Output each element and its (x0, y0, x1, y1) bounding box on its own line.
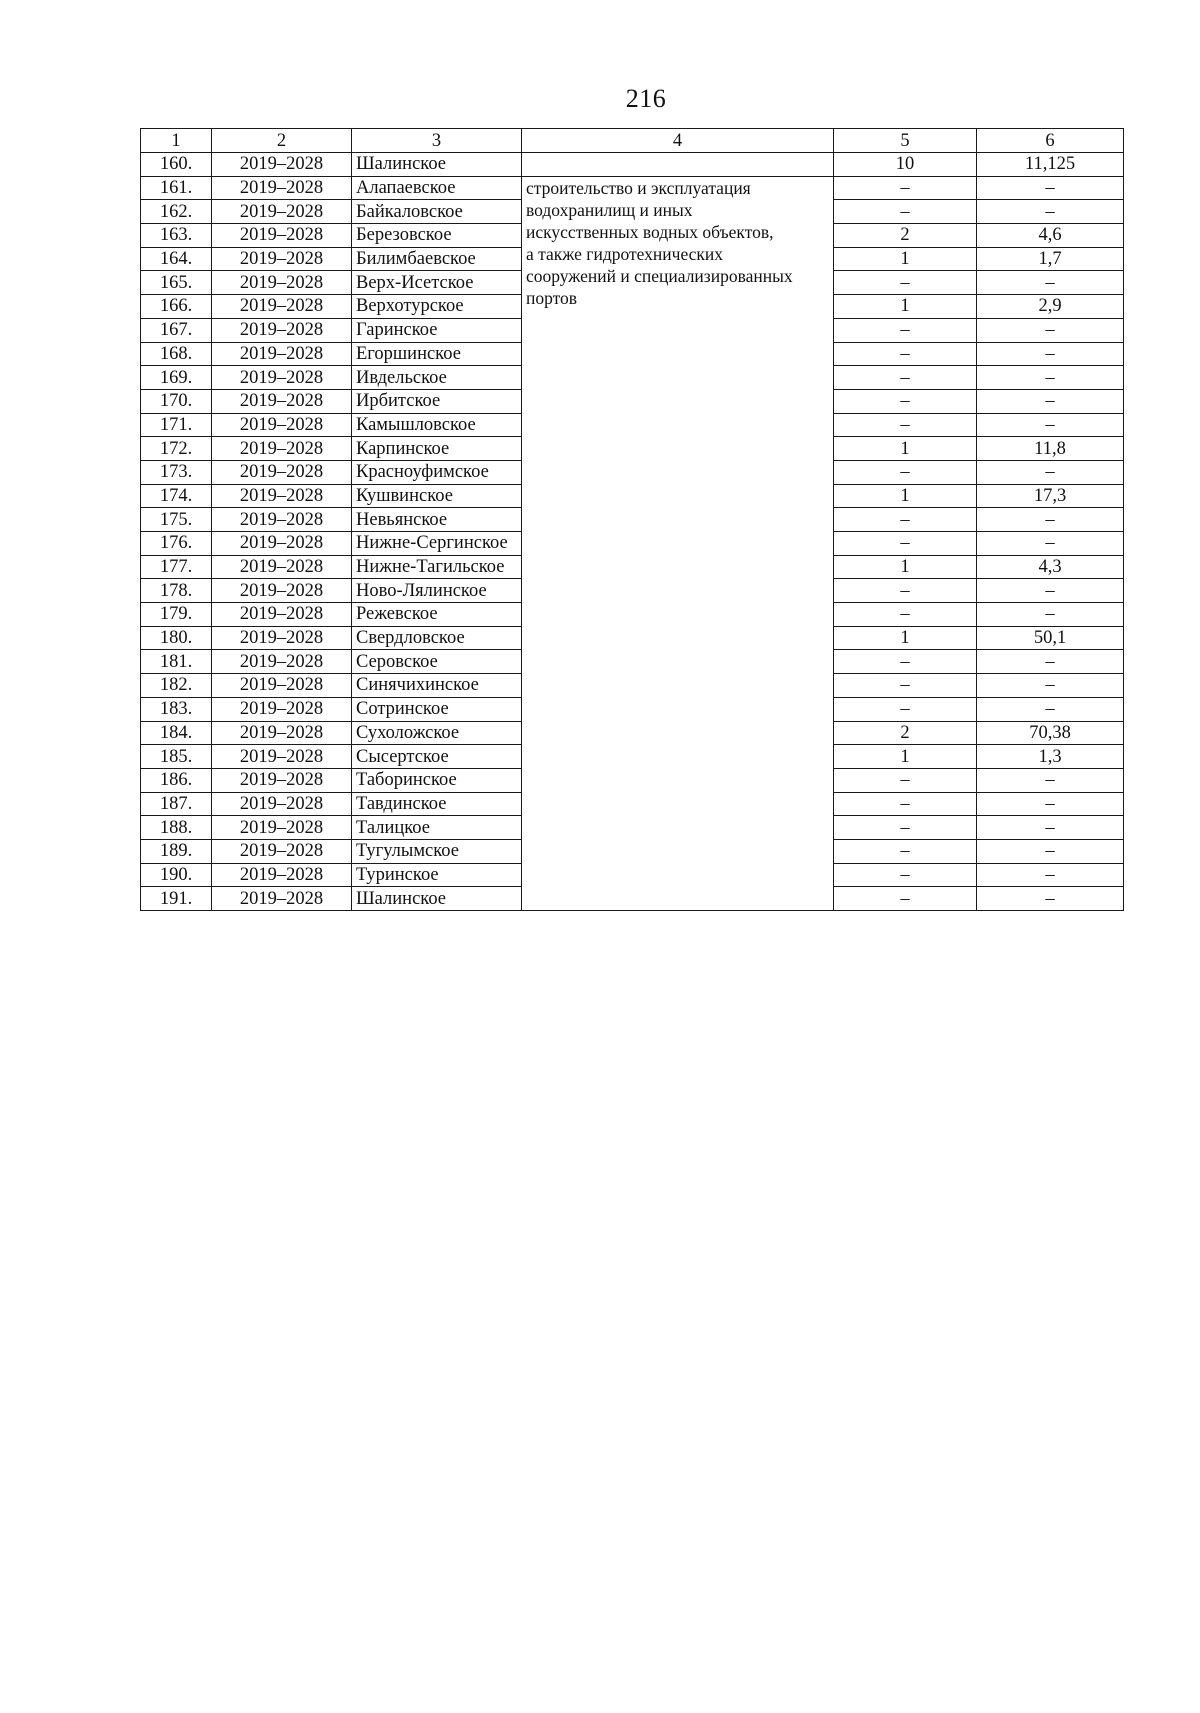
row-period: 2019–2028 (212, 792, 352, 816)
row-value: – (977, 271, 1124, 295)
row-count: 1 (834, 247, 977, 271)
row-period: 2019–2028 (212, 318, 352, 342)
row-region: Сухоложское (352, 721, 522, 745)
row-value: 2,9 (977, 295, 1124, 319)
row-period: 2019–2028 (212, 460, 352, 484)
row-period: 2019–2028 (212, 484, 352, 508)
row-region: Тугулымское (352, 839, 522, 863)
row-region: Серовское (352, 650, 522, 674)
row-count: – (834, 413, 977, 437)
row-region: Алапаевское (352, 176, 522, 200)
row-number: 170. (141, 389, 212, 413)
row-value: – (977, 318, 1124, 342)
row-count: – (834, 176, 977, 200)
row-number: 175. (141, 508, 212, 532)
row-period: 2019–2028 (212, 271, 352, 295)
row-region: Режевское (352, 603, 522, 627)
row-number: 171. (141, 413, 212, 437)
row-period: 2019–2028 (212, 247, 352, 271)
row-region: Камышловское (352, 413, 522, 437)
row-value: – (977, 532, 1124, 556)
row-number: 164. (141, 247, 212, 271)
row-region: Верхотурское (352, 295, 522, 319)
row-value: – (977, 366, 1124, 390)
row-purpose (522, 153, 834, 177)
row-period: 2019–2028 (212, 650, 352, 674)
row-value: 1,7 (977, 247, 1124, 271)
purpose-line: искусственных водных объектов, (526, 221, 774, 242)
row-value: – (977, 389, 1124, 413)
row-value: 11,125 (977, 153, 1124, 177)
row-number: 162. (141, 200, 212, 224)
row-count: – (834, 863, 977, 887)
row-value: 17,3 (977, 484, 1124, 508)
row-value: – (977, 650, 1124, 674)
row-count: 1 (834, 437, 977, 461)
row-value: – (977, 697, 1124, 721)
row-count: – (834, 389, 977, 413)
row-count: – (834, 816, 977, 840)
row-region: Гаринское (352, 318, 522, 342)
row-number: 160. (141, 153, 212, 177)
row-period: 2019–2028 (212, 887, 352, 911)
row-region: Шалинское (352, 887, 522, 911)
row-value: – (977, 200, 1124, 224)
row-count: 1 (834, 745, 977, 769)
row-count: 1 (834, 484, 977, 508)
row-period: 2019–2028 (212, 768, 352, 792)
row-number: 183. (141, 697, 212, 721)
row-region: Талицкое (352, 816, 522, 840)
row-count: 1 (834, 295, 977, 319)
row-period: 2019–2028 (212, 413, 352, 437)
row-value: – (977, 508, 1124, 532)
row-value: – (977, 792, 1124, 816)
row-value: 11,8 (977, 437, 1124, 461)
row-number: 186. (141, 768, 212, 792)
row-count: – (834, 603, 977, 627)
row-number: 166. (141, 295, 212, 319)
row-period: 2019–2028 (212, 555, 352, 579)
row-period: 2019–2028 (212, 342, 352, 366)
row-count: – (834, 200, 977, 224)
row-count: – (834, 650, 977, 674)
row-period: 2019–2028 (212, 437, 352, 461)
row-number: 191. (141, 887, 212, 911)
row-region: Таборинское (352, 768, 522, 792)
row-number: 167. (141, 318, 212, 342)
column-header: 2 (212, 129, 352, 153)
row-region: Шалинское (352, 153, 522, 177)
row-period: 2019–2028 (212, 200, 352, 224)
table-body (141, 153, 1124, 911)
row-region: Туринское (352, 863, 522, 887)
row-region: Егоршинское (352, 342, 522, 366)
row-period: 2019–2028 (212, 721, 352, 745)
row-region: Карпинское (352, 437, 522, 461)
row-region: Свердловское (352, 626, 522, 650)
row-period: 2019–2028 (212, 863, 352, 887)
row-value: 4,3 (977, 555, 1124, 579)
row-number: 188. (141, 816, 212, 840)
row-value: – (977, 816, 1124, 840)
row-region: Березовское (352, 224, 522, 248)
row-number: 181. (141, 650, 212, 674)
column-header: 3 (352, 129, 522, 153)
row-region: Сотринское (352, 697, 522, 721)
row-period: 2019–2028 (212, 697, 352, 721)
row-region: Нижне-Сергинское (352, 532, 522, 556)
row-number: 172. (141, 437, 212, 461)
row-period: 2019–2028 (212, 626, 352, 650)
row-value: – (977, 176, 1124, 200)
row-number: 163. (141, 224, 212, 248)
row-value: – (977, 342, 1124, 366)
row-count: – (834, 366, 977, 390)
row-number: 165. (141, 271, 212, 295)
row-value: – (977, 460, 1124, 484)
row-period: 2019–2028 (212, 674, 352, 698)
row-value: – (977, 768, 1124, 792)
row-count: – (834, 887, 977, 911)
column-header: 1 (141, 129, 212, 153)
row-value: 1,3 (977, 745, 1124, 769)
row-count: 2 (834, 224, 977, 248)
row-count: – (834, 697, 977, 721)
row-number: 182. (141, 674, 212, 698)
row-region: Кушвинское (352, 484, 522, 508)
page-number: 216 (625, 84, 667, 113)
row-count: – (834, 460, 977, 484)
row-period: 2019–2028 (212, 816, 352, 840)
purpose-line: водохранилищ и иных (526, 199, 693, 220)
row-number: 178. (141, 579, 212, 603)
row-number: 189. (141, 839, 212, 863)
row-number: 179. (141, 603, 212, 627)
row-count: – (834, 792, 977, 816)
row-region: Ивдельское (352, 366, 522, 390)
row-number: 190. (141, 863, 212, 887)
row-region: Сысертское (352, 745, 522, 769)
row-count: – (834, 839, 977, 863)
row-value: 50,1 (977, 626, 1124, 650)
row-region: Невьянское (352, 508, 522, 532)
row-count: – (834, 342, 977, 366)
row-number: 187. (141, 792, 212, 816)
row-number: 185. (141, 745, 212, 769)
row-period: 2019–2028 (212, 745, 352, 769)
row-number: 177. (141, 555, 212, 579)
row-region: Синячихинское (352, 674, 522, 698)
row-period: 2019–2028 (212, 153, 352, 177)
purpose-line: портов (526, 287, 578, 308)
header-row (141, 129, 1124, 153)
row-value: 4,6 (977, 224, 1124, 248)
row-region: Ново-Лялинское (352, 579, 522, 603)
row-count: – (834, 768, 977, 792)
row-count: – (834, 674, 977, 698)
row-number: 174. (141, 484, 212, 508)
row-period: 2019–2028 (212, 579, 352, 603)
row-count: 1 (834, 626, 977, 650)
row-region: Билимбаевское (352, 247, 522, 271)
row-count: 1 (834, 555, 977, 579)
row-period: 2019–2028 (212, 295, 352, 319)
row-period: 2019–2028 (212, 839, 352, 863)
row-count: – (834, 318, 977, 342)
row-region: Ирбитское (352, 389, 522, 413)
column-header: 6 (977, 129, 1124, 153)
row-value: – (977, 413, 1124, 437)
row-period: 2019–2028 (212, 603, 352, 627)
row-period: 2019–2028 (212, 224, 352, 248)
row-value: 70,38 (977, 721, 1124, 745)
row-number: 173. (141, 460, 212, 484)
row-number: 180. (141, 626, 212, 650)
row-value: – (977, 579, 1124, 603)
row-period: 2019–2028 (212, 532, 352, 556)
row-count: – (834, 271, 977, 295)
row-count: 10 (834, 153, 977, 177)
row-value: – (977, 674, 1124, 698)
register-table (140, 128, 1124, 911)
row-period: 2019–2028 (212, 176, 352, 200)
row-period: 2019–2028 (212, 366, 352, 390)
row-value: – (977, 839, 1124, 863)
row-number: 169. (141, 366, 212, 390)
table-row (141, 153, 1124, 177)
row-count: – (834, 532, 977, 556)
column-header: 5 (834, 129, 977, 153)
row-number: 176. (141, 532, 212, 556)
column-header: 4 (522, 129, 834, 153)
table-row (141, 176, 1124, 200)
row-value: – (977, 887, 1124, 911)
row-period: 2019–2028 (212, 508, 352, 532)
row-count: – (834, 508, 977, 532)
row-number: 184. (141, 721, 212, 745)
row-value: – (977, 863, 1124, 887)
purpose-line: сооружений и специализированных (526, 265, 793, 286)
row-count: 2 (834, 721, 977, 745)
row-region: Тавдинское (352, 792, 522, 816)
purpose-line: строительство и эксплуатация (526, 177, 751, 198)
row-number: 168. (141, 342, 212, 366)
row-period: 2019–2028 (212, 389, 352, 413)
row-region: Нижне-Тагильское (352, 555, 522, 579)
row-count: – (834, 579, 977, 603)
row-region: Верх-Исетское (352, 271, 522, 295)
purpose-line: а также гидротехнических (526, 243, 724, 264)
row-region: Байкаловское (352, 200, 522, 224)
row-region: Красноуфимское (352, 460, 522, 484)
row-number: 161. (141, 176, 212, 200)
row-value: – (977, 603, 1124, 627)
purpose-cell (522, 176, 834, 910)
